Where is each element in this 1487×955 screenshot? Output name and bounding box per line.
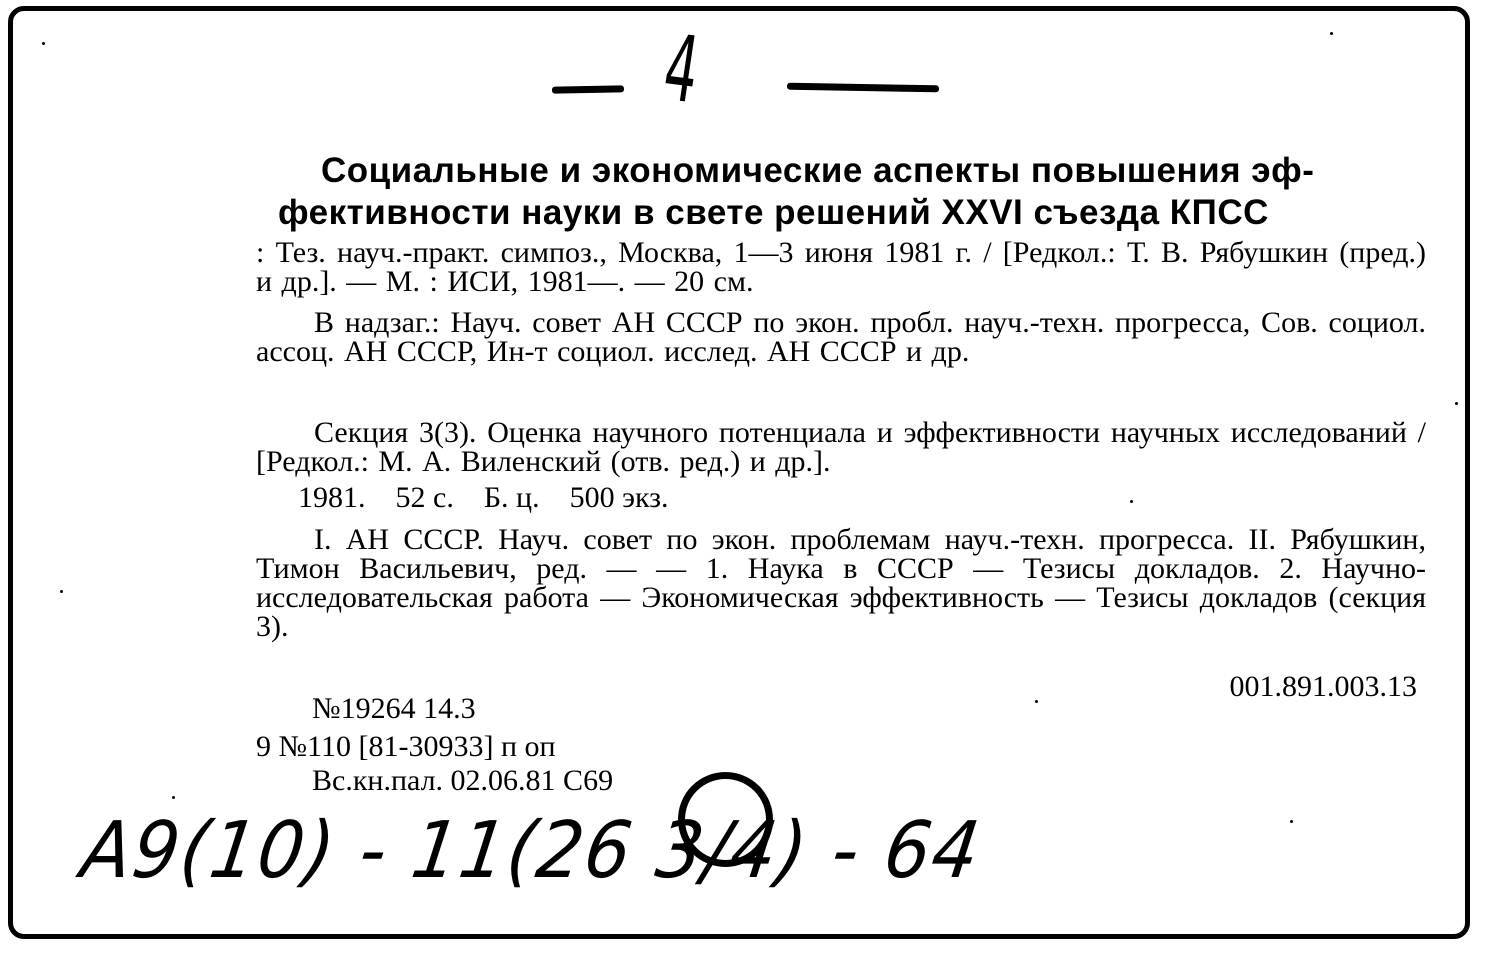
section-note: Секция 3(3). Оценка научного потенциала и эффективности научных исследований / [Редкол.: М. А. Виленский (отв. ред.) и др.]. [256,416,1426,478]
heading-note: В надзаг.: Науч. совет АН СССР по экон. пробл. науч.-техн. прогресса, Сов. социол. ассоц. АН СССР, Ин-т социол. исслед. АН СССР и др. [256,306,1426,368]
page-dash-left [552,85,624,93]
book-title [278,150,1428,234]
imprint-text: : Тез. науч.-практ. симпоз., Москва, 1—3 июня 1981 г. / [Редкол.: Т. В. Рябушкин (пред.) и др.]. — М. : ИСИ, 1981—. — 20 см. [256,236,1426,298]
book-title-line-1: Социальные и экономические аспекты повышения эф- [321,151,1315,190]
subject-headings: I. АН СССР. Науч. совет по экон. проблемам науч.-техн. прогресса. II. Рябушкин, Тимон Васильевич, ред. — — 1. Наука в СССР — Тезисы докладов. 2. Научно-исследовательская работа — Экономическая эффективность — Тезисы докладов (секция 3). [256,523,1426,643]
scan-speck [172,796,175,799]
accession-line-1: №19264 14.3 [312,692,476,725]
accession-line-2: 9 №110 [81-30933] п оп [256,730,556,763]
scan-speck [1455,402,1458,405]
scan-speck [60,590,63,593]
scan-speck [1035,700,1038,703]
handwritten-shelfmark: А9(10) - 11(26 3/4) - 64 [76,806,987,896]
accession-line-3: Вс.кн.пал. 02.06.81 С69 [312,764,614,797]
scan-speck [1330,32,1333,35]
scan-speck [1290,820,1293,823]
scan-speck [1130,500,1133,503]
page-number: 4 [663,14,700,125]
classification-number: 001.891.003.13 [1229,670,1417,703]
scan-speck [42,42,45,45]
book-title-line-2: фективности науки в свете решений XXVI съезда КПСС [278,193,1269,232]
edition-details: 1981. 52 с. Б. ц. 500 экз. [298,481,669,514]
